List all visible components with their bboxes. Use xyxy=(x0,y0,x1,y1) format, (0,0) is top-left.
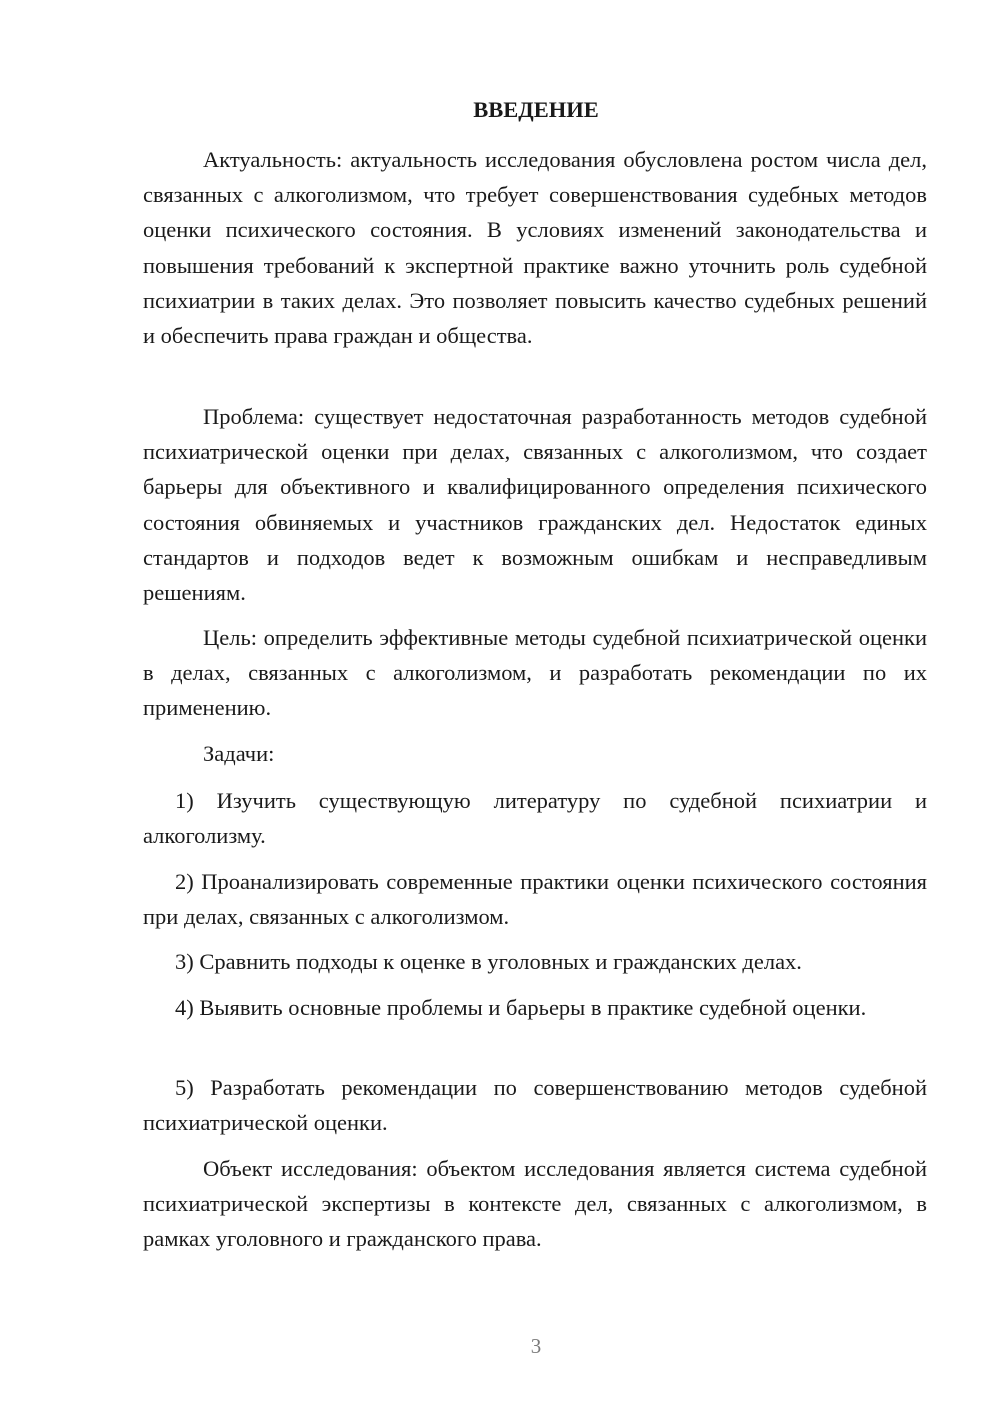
task-item: 1) Изучить существующую литературу по судебной психиатрии и алкоголизму. xyxy=(143,788,927,849)
relevance-paragraph: Актуальность: актуальность исследования обусловлена ростом числа дел, связанных с алкоголизмом, что требует совершенствования судебных методов оценки психического состояния. В условиях изменений законодательства и повышения требований к экспертной практике важно уточнить роль судебной психиатрии в таких делах. Это позволяет повысить качество судебных решений и обеспечить права граждан и общества. xyxy=(143,147,927,349)
page-number: 3 xyxy=(530,1334,542,1358)
task-item: 2) Проанализировать современные практики оценки психического состояния при делах, связанных с алкоголизмом. xyxy=(143,869,927,930)
task-item: 3) Сравнить подходы к оценке в уголовных и гражданских делах. xyxy=(175,949,802,974)
task-item: 4) Выявить основные проблемы и барьеры в практике судебной оценки. xyxy=(175,995,867,1020)
problem-paragraph: Проблема: существует недостаточная разработанность методов судебной психиатрической оценки при делах, связанных с алкоголизмом, что создает барьеры для объективного и квалифицированного определения психического состояния обвиняемых и участников гражданских дел. Недостаток единых стандартов и подходов ведет к возможным ошибкам и несправедливым решениям. xyxy=(143,404,927,606)
tasks-heading: Задачи: xyxy=(203,741,275,766)
task-item: 5) Разработать рекомендации по совершенствованию методов судебной психиатрической оценки. xyxy=(143,1075,927,1136)
goal-paragraph: Цель: определить эффективные методы судебной психиатрической оценки в делах, связанных с алкоголизмом, и разработать рекомендации по их применению. xyxy=(143,625,927,721)
section-title: ВВЕДЕНИЕ xyxy=(473,97,599,122)
object-paragraph: Объект исследования: объектом исследования является система судебной психиатрической экспертизы в контексте дел, связанных с алкоголизмом, в рамках уголовного и гражданского права. xyxy=(143,1156,927,1252)
